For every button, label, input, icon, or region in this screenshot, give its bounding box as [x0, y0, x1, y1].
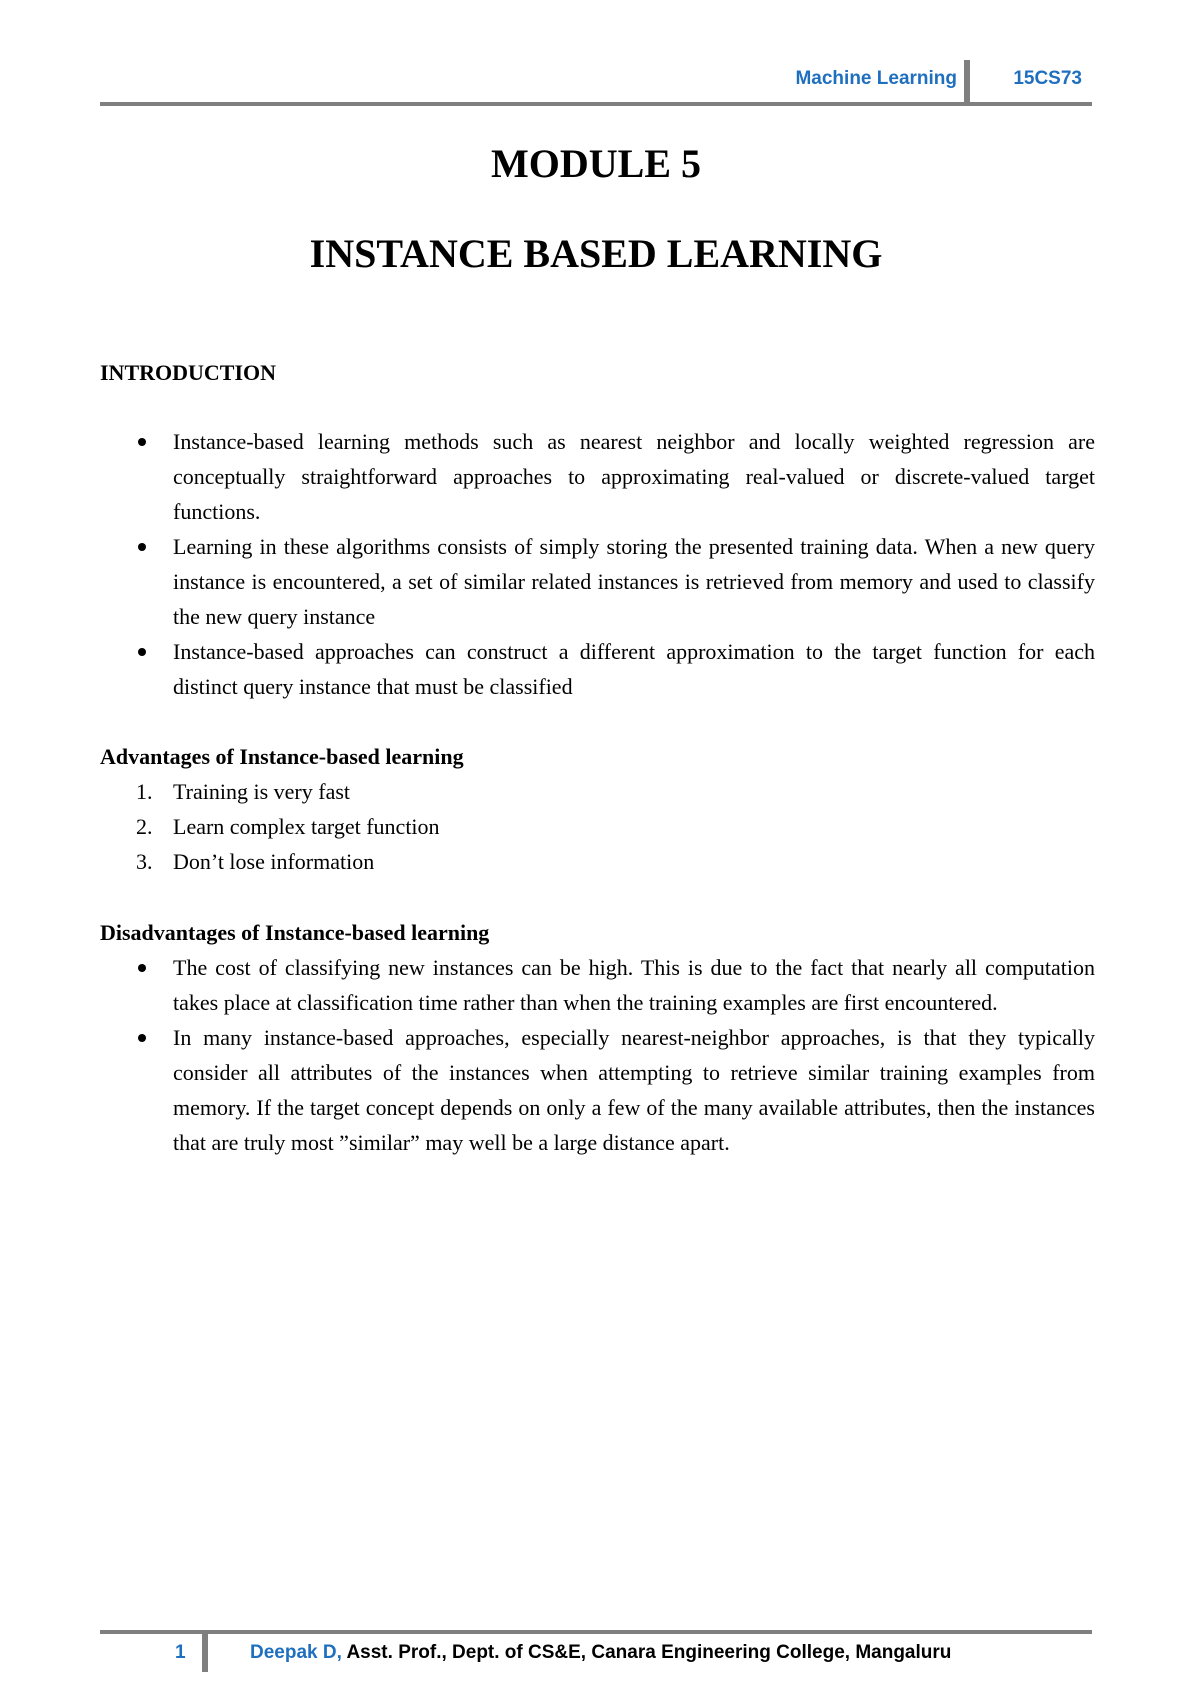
footer-credit: [250, 1642, 951, 1664]
bullet-icon: [138, 543, 146, 551]
document-title: INSTANCE BASED LEARNING: [309, 231, 883, 276]
footer-separator: [202, 1630, 208, 1672]
list-item: [100, 844, 1095, 879]
module-title: MODULE 5: [491, 141, 701, 186]
footer-rule: [100, 1630, 1092, 1634]
list-item: [100, 634, 1095, 704]
document-body: [100, 355, 1095, 1160]
bullet-icon: [138, 648, 146, 656]
list-item: [100, 774, 1095, 809]
footer-author: Deepak D,: [250, 1642, 342, 1663]
list-item: [100, 529, 1095, 634]
introduction-heading: INTRODUCTION: [100, 360, 277, 385]
introduction-list: [100, 424, 1095, 704]
page-header: [100, 60, 1092, 106]
header-rule: [100, 102, 1092, 106]
list-item: [100, 809, 1095, 844]
bullet-icon: [138, 438, 146, 446]
advantages-list: [100, 774, 1095, 879]
page-footer: [100, 1630, 1092, 1675]
list-item: [100, 424, 1095, 529]
advantages-heading: Advantages of Instance-based learning: [100, 744, 464, 769]
list-item: [100, 1020, 1095, 1160]
list-item-text: The cost of classifying new instances can be high. This is due to the fact that nearly all computation takes place at classification time rather than when the training examples are first encountered.: [173, 955, 1095, 1015]
list-item-text: Don’t lose information: [173, 849, 375, 874]
footer-affiliation: Asst. Prof., Dept. of CS&E, Canara Engineering College, Mangaluru: [346, 1642, 952, 1663]
list-item-text: Learn complex target function: [173, 814, 440, 839]
bullet-icon: [138, 964, 146, 972]
list-item-text: Training is very fast: [173, 779, 351, 804]
header-course-title: Machine Learning: [795, 68, 957, 89]
list-item-text: Instance-based approaches can construct a different approximation to the target function for each distinct query instance that must be classified: [173, 639, 1095, 699]
header-course-code: 15CS73: [1013, 68, 1082, 89]
list-item: [100, 950, 1095, 1020]
page-number: 1: [175, 1642, 186, 1663]
list-item-text: Learning in these algorithms consists of simply storing the presented training data. When a new query instance is encountered, a set of similar related instances is retrieved from memory and used to classify the new query instance: [173, 534, 1095, 629]
list-item-text: Instance-based learning methods such as nearest neighbor and locally weighted regression are conceptually straightforward approaches to approximating real-valued or discrete-valued target functions.: [173, 429, 1095, 524]
header-separator: [964, 60, 970, 104]
list-item-text: In many instance-based approaches, especially nearest-neighbor approaches, is that they typically consider all attributes of the instances when attempting to retrieve similar training examples from memory. If the target concept depends on only a few of the many available attributes, then the instances that are truly most ”similar” may well be a large distance apart.: [173, 1025, 1095, 1155]
disadvantages-heading: Disadvantages of Instance-based learning: [100, 920, 490, 945]
disadvantages-list: [100, 950, 1095, 1160]
bullet-icon: [138, 1034, 146, 1042]
list-number: 3.: [136, 849, 153, 874]
list-number: 1.: [136, 779, 153, 804]
list-number: 2.: [136, 814, 153, 839]
